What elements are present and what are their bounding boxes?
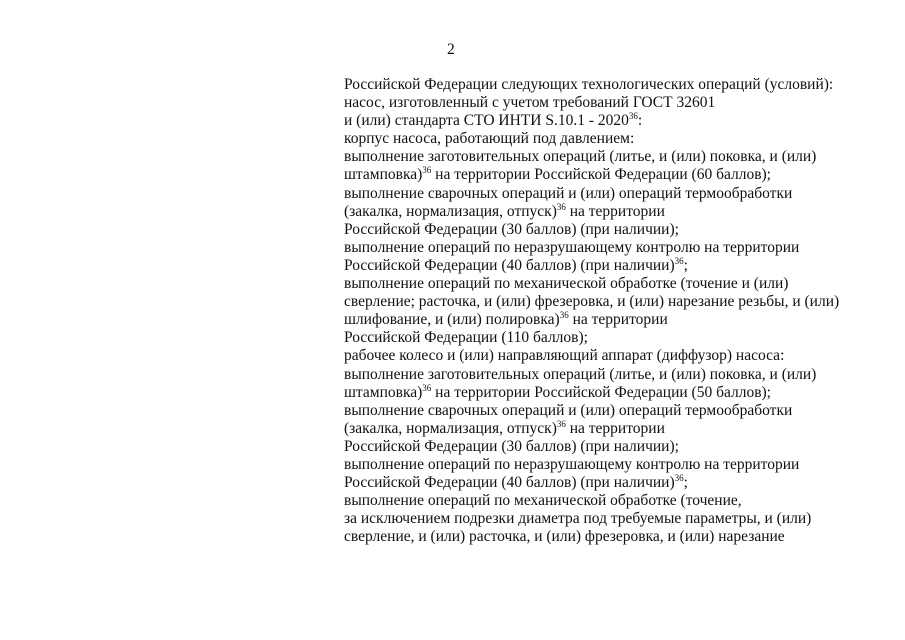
footnote-ref: 36 (628, 111, 638, 122)
text-line: сверление, и (или) расточка, и (или) фрезеровка, и (или) нарезание (344, 528, 785, 546)
text-line: выполнение операций по механической обработке (точение и (или) (344, 275, 789, 293)
footnote-ref: 36 (674, 473, 684, 484)
document-body (344, 76, 889, 546)
footnote-ref: 36 (422, 165, 432, 176)
text-line: выполнение операций по неразрушающему контролю на территории (344, 455, 800, 473)
footnote-ref: 36 (422, 382, 432, 393)
text-line: и (или) стандарта СТО ИНТИ S.10.1 - 2020$^{36}$: (344, 111, 643, 130)
text-line: за исключением подрезки диаметра под требуемые параметры, и (или) (344, 510, 812, 528)
text-line: Российской Федерации (40 баллов) (при наличии)$^{36}$; (344, 473, 688, 492)
text-line: (закалка, нормализация, отпуск)$^{36}$ на территории (344, 418, 665, 437)
text-line: Российской Федерации следующих технологических операций (условий): (344, 76, 834, 93)
text-line: Российской Федерации (110 баллов); (344, 329, 588, 347)
text-line: Российской Федерации (40 баллов) (при наличии)$^{36}$; (344, 255, 688, 274)
text-line: штамповка)$^{36}$ на территории Российской Федерации (60 баллов); (344, 165, 771, 184)
text-line: выполнение операций по неразрушающему контролю на территории (344, 238, 800, 256)
text-line: выполнение операций по механической обработке (точение, (344, 492, 742, 510)
text-line: шлифование, и (или) полировка)$^{36}$ на территории (344, 310, 668, 329)
text-line: корпус насоса, работающий под давлением: (344, 130, 635, 148)
text-line: выполнение сварочных операций и (или) операций термообработки (344, 184, 793, 202)
text-line: штамповка)$^{36}$ на территории Российской Федерации (50 баллов); (344, 382, 771, 401)
footnote-ref: 36 (556, 201, 566, 212)
page-number: 2 (447, 41, 455, 58)
text-line: Российской Федерации (30 баллов) (при наличии); (344, 220, 679, 238)
text-line: выполнение заготовительных операций (литье, и (или) поковка, и (или) (344, 365, 817, 383)
text-line: (закалка, нормализация, отпуск)$^{36}$ на территории (344, 201, 665, 220)
text-line: выполнение заготовительных операций (литье, и (или) поковка, и (или) (344, 148, 817, 166)
text-line: рабочее колесо и (или) направляющий аппарат (диффузор) насоса: (344, 347, 785, 365)
footnote-ref: 36 (674, 255, 684, 266)
footnote-ref: 36 (559, 310, 569, 321)
text-line: выполнение сварочных операций и (или) операций термообработки (344, 401, 793, 419)
text-line: насос, изготовленный с учетом требований ГОСТ 32601 (344, 94, 716, 112)
text-line: Российской Федерации (30 баллов) (при наличии); (344, 437, 679, 455)
footnote-ref: 36 (556, 418, 566, 429)
text-line: сверление; расточка, и (или) фрезеровка, и (или) нарезание резьбы, и (или) (344, 293, 840, 311)
